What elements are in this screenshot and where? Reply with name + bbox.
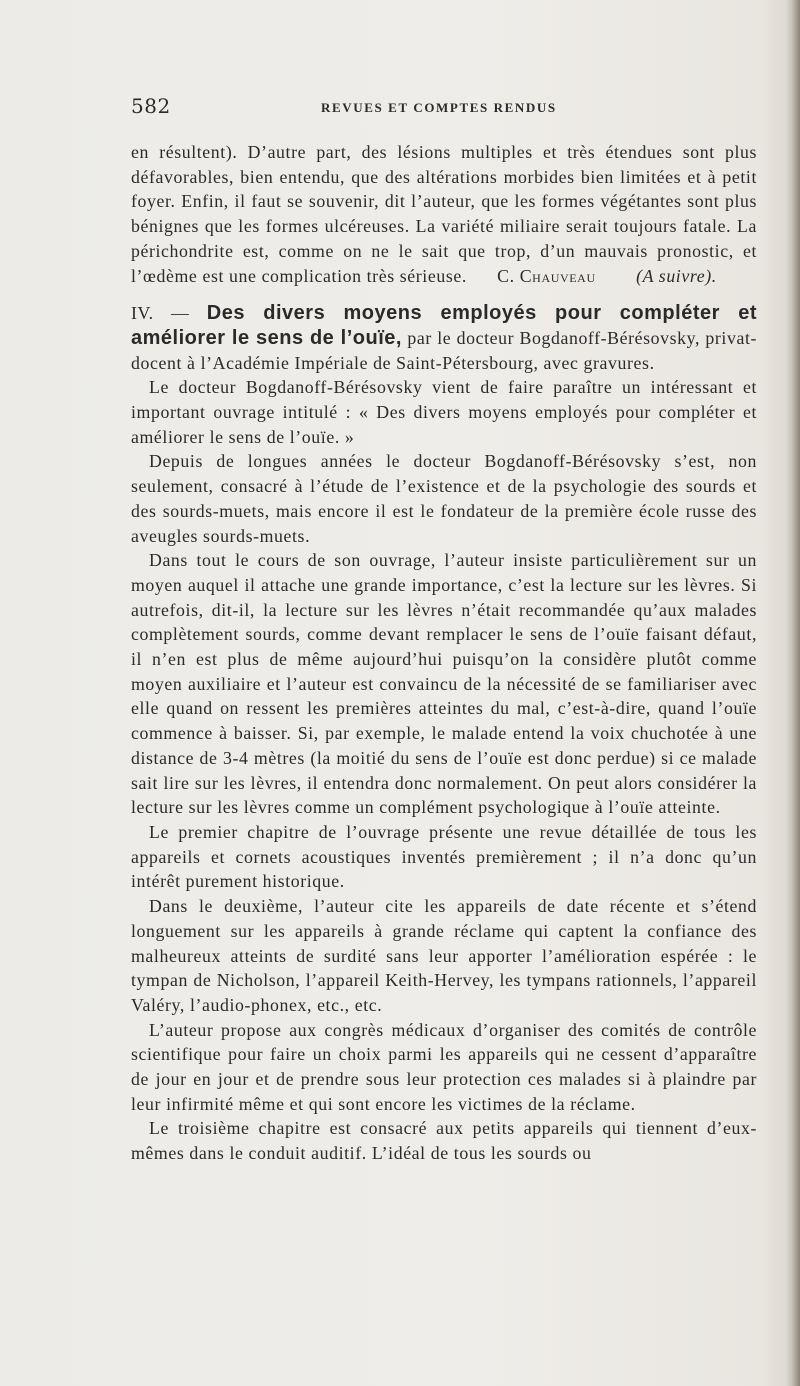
continuation-note: (A suivre). (636, 265, 717, 286)
paragraph: L’auteur propose aux congrès médicaux d’organiser des comités de contrôle scientifique pour faire un choix parmi les appareils qui ne cessent d’apparaître de jour en jour et de prendre sous leur protection ces malades si à plaindre par leur infirmité même et qui sont encore les victimes de la réclame. (131, 1019, 757, 1114)
article-title: Des divers moyens employés pour compléter et améliorer le sens de l’ouïe, (131, 302, 757, 349)
page-edge-shadow (786, 0, 800, 1386)
intro-text: en résultent). D’autre part, des lésions multiples et très étendues sont plus défavorables, bien entendu, que des altérations morbides bien limitées et à petit foyer. Enfin, il faut se souvenir, dit l’auteur, que les formes végétantes sont plus bénignes que les formes ulcéreuses. La variété miliaire serait toujours fatale. La périchondrite est, comme on ne le sait que trop, d’un mauvais pronostic, et l’œdème est une complication très sérieuse. (131, 142, 757, 286)
article-body (131, 140, 757, 1166)
page-header (131, 94, 761, 118)
running-head: REVUES ET COMPTES RENDUS (321, 100, 557, 115)
article-heading (131, 301, 757, 375)
article-byline: par le docteur Bogdanoff-Bérésovsky, privat-docent à l’Académie Impériale de Saint-Pétersbourg, avec gravures. (131, 327, 758, 373)
intro-paragraph (131, 140, 757, 288)
paragraph: Dans le deuxième, l’auteur cite les appareils de date récente et s’étend longuement sur les appareils à grande réclame qui captent la confiance des malheureux atteints de surdité sans leur apporter l’amélioration espérée : le tympan de Nicholson, l’appareil Keith-Hervey, les tympans rationnels, l’appareil Valéry, l’audio-phonex, etc., etc. (131, 896, 757, 1015)
page-number: 582 (131, 94, 171, 118)
paragraph: Le premier chapitre de l’ouvrage présente une revue détaillée de tous les appareils et cornets acoustiques inventés premièrement ; il n’a donc qu’un intérêt purement historique. (131, 821, 757, 892)
paragraph: Dans tout le cours de son ouvrage, l’auteur insiste particulièrement sur un moyen auquel il attache une grande importance, c’est la lecture sur les lèvres. Si autrefois, dit-il, la lecture sur les lèvres n’était recommandée qu’aux malades complètement sourds, comme devant remplacer le sens de l’ouïe faisant défaut, il n’en est plus de même aujourd’hui puisqu’on la considère plutôt comme moyen auxiliaire et l’auteur est convaincu de la nécessité de se familiariser avec elle quand on ressent les premières atteintes du mal, c’est-à-dire, quand l’ouïe commence à baisser. Si, par exemple, le malade entend la voix chuchotée à une distance de 3-4 mètres (la moitié du sens de l’ouïe est donc perdue) si ce malade sait lire sur les lèvres, il entendra donc normalement. On peut alors considérer la lecture sur les lèvres comme un complément psychologique à l’ouïe atteinte. (131, 550, 757, 818)
paragraph: Le troisième chapitre est consacré aux petits appareils qui tiennent d’eux-mêmes dans le conduit auditif. L’idéal de tous les sourds ou (131, 1118, 757, 1164)
article-number: IV. — (131, 303, 190, 324)
paragraph: Le docteur Bogdanoff-Bérésovsky vient de faire paraître un intéressant et important ouvrage intitulé : « Des divers moyens employés pour compléter et améliorer le sens de l’ouïe. » (131, 377, 757, 447)
section-gap (131, 288, 757, 301)
paragraph: Depuis de longues années le docteur Bogdanoff-Bérésovsky s’est, non seulement, consacré à l’étude de l’existence et de la psychologie des sourds et des sourds-muets, mais encore il est le fondateur de la première école russe des aveugles sourds-muets. (131, 451, 757, 546)
author-signature: C. Chauveau (497, 265, 596, 286)
